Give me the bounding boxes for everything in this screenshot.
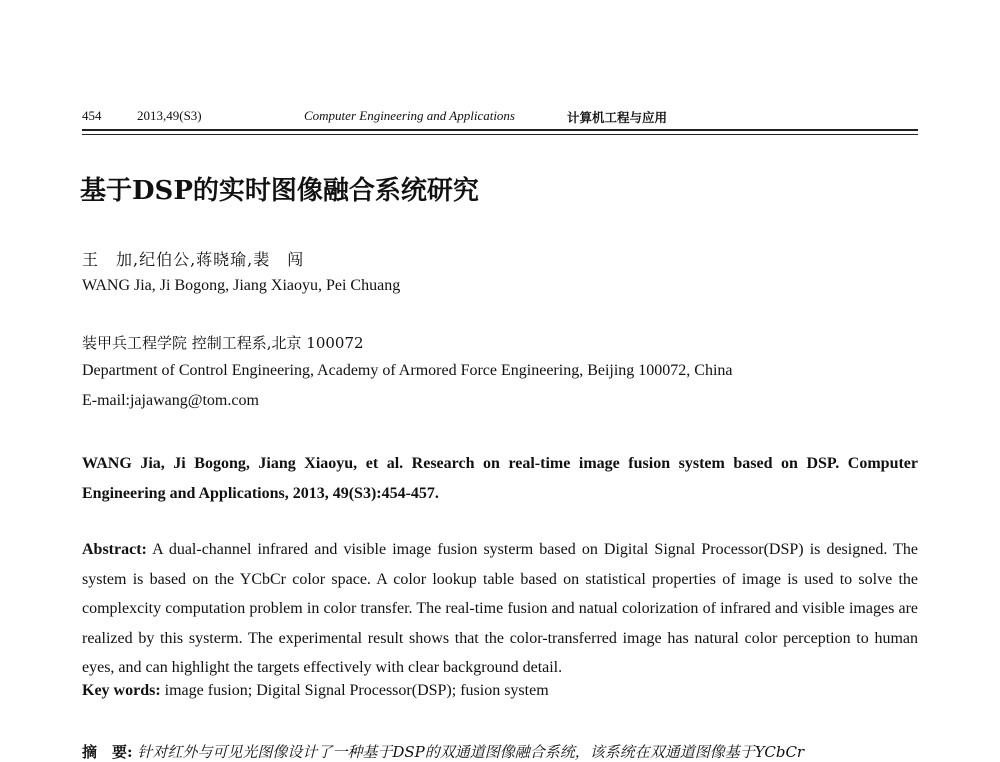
authors-cn: 王 加,纪伯公,蒋晓瑜,裴 闯: [82, 250, 305, 269]
header-rule-thick: [82, 129, 918, 131]
running-header: [82, 108, 918, 130]
authors-en: WANG Jia, Ji Bogong, Jiang Xiaoyu, Pei Chuang: [82, 277, 401, 294]
keywords: [82, 682, 549, 700]
citation: WANG Jia, Ji Bogong, Jiang Xiaoyu, et al. Research on real-time image fusion system based on DSP. Computer Engineering and Applications, 2013, 49(S3):454-457.: [82, 455, 918, 502]
abstract-text: A dual-channel infrared and visible image fusion systerm based on Digital Signal Processor(DSP) is designed. The system is based on the YCbCr color space. A color lookup table based on statistical properties of image is used to solve the complexcity computation problem in color transfer. The real-time fusion and natual colorization of infrared and visible images are realized by this systerm. The experimental result shows that the color-transferred image has natural color perception to human eyes, and can highlight the targets effectively with clear background detail.: [82, 541, 918, 676]
affiliation-en: Department of Control Engineering, Academy of Armored Force Engineering, Beijing 100072, China: [82, 362, 733, 379]
abstract-cn-label: 摘 要:: [82, 743, 133, 761]
journal-name-cn: 计算机工程与应用: [567, 110, 668, 125]
keywords-text: image fusion; Digital Signal Processor(DSP); fusion system: [164, 682, 549, 699]
header-rule-thin: [82, 134, 918, 135]
keywords-label: Key words:: [82, 682, 161, 699]
journal-name-en: Computer Engineering and Applications: [304, 108, 515, 123]
abstract: [82, 535, 918, 683]
paper-title: 基于DSP的实时图像融合系统研究: [80, 176, 479, 206]
abstract-label: Abstract:: [82, 541, 147, 558]
email: E-mail:jajawang@tom.com: [82, 392, 259, 409]
abstract-cn-partial: [82, 741, 804, 762]
page-number: 454: [82, 108, 102, 123]
abstract-cn-text: 针对红外与可见光图像设计了一种基于DSP的双通道图像融合系统，该系统在双通道图像基于YCbCr: [137, 743, 805, 761]
year-volume: 2013,49(S3): [137, 108, 202, 123]
affiliation-cn: 装甲兵工程学院 控制工程系,北京 100072: [82, 334, 364, 352]
